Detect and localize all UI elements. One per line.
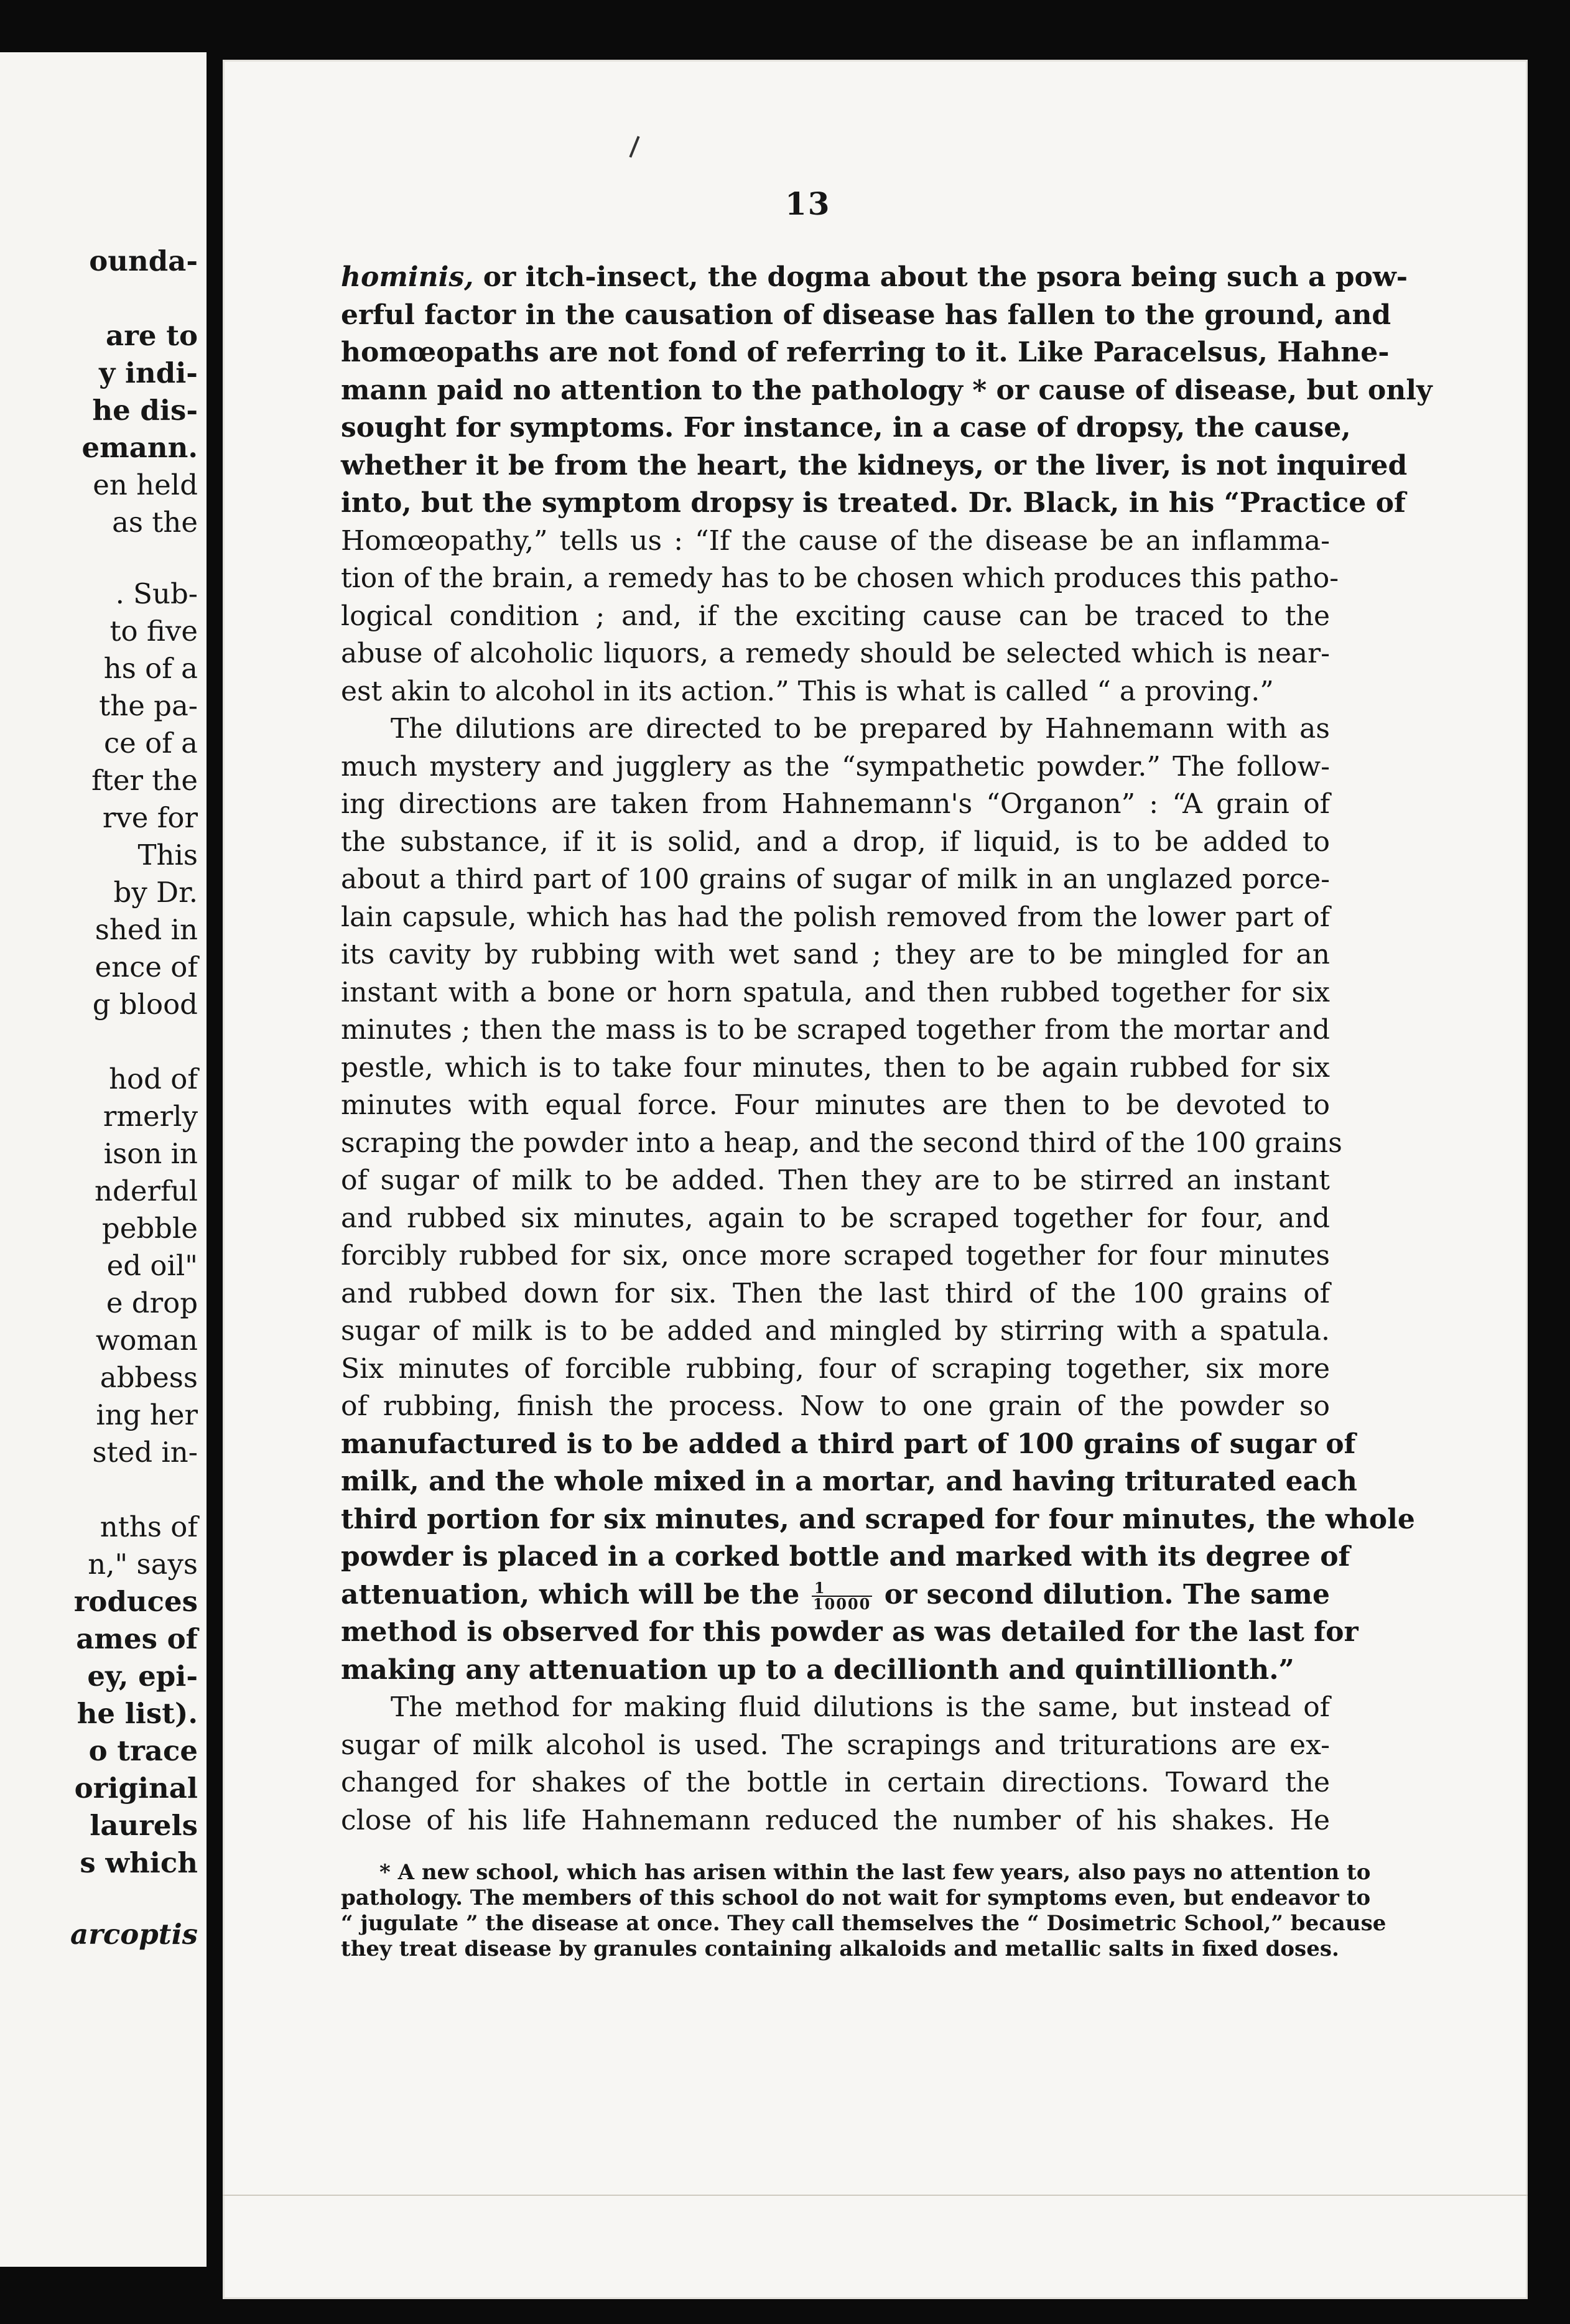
left-page-line: the pa- — [99, 689, 198, 722]
text-line: lain capsule, which has had the polish removed from the lower part of — [341, 901, 1330, 933]
text-line: The dilutions are directed to be prepared by Hahnemann with as — [391, 713, 1330, 745]
left-page-line: . Sub- — [115, 577, 198, 610]
left-page-line: nths of — [100, 1510, 198, 1543]
left-page-line: as the — [112, 506, 198, 539]
fraction-numerator: 1 — [812, 1581, 873, 1597]
left-page-line: ce of a — [103, 727, 198, 760]
text-line: changed for shakes of the bottle in certain directions. Toward the — [341, 1767, 1330, 1798]
left-page-line: arcoptis — [70, 1918, 198, 1951]
left-page-line: ed oil" — [106, 1249, 198, 1282]
left-page-line: to five — [109, 615, 198, 648]
left-page-line: rve for — [102, 801, 198, 834]
left-page-line: by Dr. — [113, 876, 198, 909]
fraction-denominator: 10000 — [812, 1595, 871, 1613]
left-page-line: he list). — [77, 1697, 198, 1730]
text-line: erful factor in the causation of disease has fallen to the ground, and — [341, 299, 1391, 331]
left-page-line: ames of — [76, 1622, 198, 1655]
left-page-line: o trace — [88, 1734, 198, 1767]
footnote-line: “ jugulate ” the disease at once. They call themselves the “ Dosimetric School,” because — [341, 1911, 1387, 1936]
text-line: logical condition ; and, if the exciting cause can be traced to the — [341, 600, 1330, 632]
left-page-line: abbess — [100, 1361, 198, 1394]
text-line: scraping the powder into a heap, and the second third of the 100 grains — [341, 1127, 1342, 1159]
text-line: Homœopathy,” tells us : “If the cause of the disease be an inflamma- — [341, 524, 1330, 557]
text-line: close of his life Hahnemann reduced the number of his shakes. He — [341, 1804, 1330, 1836]
footnote-line: * A new school, which has arisen within the last few years, also pays no attention to — [379, 1860, 1371, 1885]
text-line: sought for symptoms. For instance, in a case of dropsy, the cause, — [341, 412, 1351, 444]
text-line: much mystery and jugglery as the “sympathetic powder.” The follow- — [341, 750, 1330, 783]
text-line: of rubbing, finish the process. Now to one grain of the powder so — [341, 1390, 1330, 1422]
left-page-line: ey, epi- — [87, 1660, 198, 1693]
text-line: whether it be from the heart, the kidneys, or the liver, is not inquired — [341, 449, 1408, 481]
text-line: Six minutes of forcible rubbing, four of scraping together, six more — [341, 1352, 1330, 1385]
text-line: into, but the symptom dropsy is treated. Dr. Black, in his “Practice of — [341, 487, 1406, 519]
text-line: making any attenuation up to a decillionth and quintillionth.” — [341, 1653, 1294, 1686]
left-page-line: ing her — [96, 1398, 198, 1431]
line-text-before-fraction: attenuation, which will be the — [341, 1578, 800, 1611]
body-text — [341, 259, 1433, 1839]
left-page-line: hod of — [109, 1062, 198, 1095]
text-line: sugar of milk is to be added and mingled by stirring with a spatula. — [341, 1315, 1330, 1347]
line-text: or itch-insect, the dogma about the psora being such a pow- — [473, 261, 1408, 293]
left-page-line: s which — [80, 1846, 198, 1879]
left-page-line: g blood — [92, 988, 198, 1021]
left-page-line: laurels — [90, 1809, 198, 1842]
text-line: third portion for six minutes, and scraped for four minutes, the whole — [341, 1503, 1415, 1535]
text-line: method is observed for this powder as was detailed for the last for — [341, 1616, 1359, 1648]
left-page-line: en held — [93, 468, 198, 501]
footnote-line: pathology. The members of this school do not wait for symptoms even, but endeavor to — [341, 1885, 1371, 1910]
previous-page-fragment — [0, 52, 207, 2267]
left-page-line: ence of — [95, 951, 198, 983]
text-line: about a third part of 100 grains of sugar of milk in an unglazed porce- — [341, 863, 1330, 895]
left-page-line: roduces — [73, 1585, 198, 1618]
left-page-line: are to — [106, 319, 198, 352]
text-line: homœopaths are not fond of referring to it. Like Paracelsus, Hahne- — [341, 337, 1390, 368]
text-line: ing directions are taken from Hahnemann's “Organon” : “A grain of — [341, 788, 1330, 820]
text-line: abuse of alcoholic liquors, a remedy should be selected which is near- — [341, 638, 1330, 669]
footnote — [341, 1860, 1387, 1962]
left-page-line: original — [74, 1772, 198, 1805]
text-line — [341, 1576, 1330, 1614]
text-line: milk, and the whole mixed in a mortar, and having triturated each — [341, 1466, 1357, 1497]
left-page-line: pebble — [101, 1212, 198, 1245]
fraction — [812, 1581, 873, 1612]
text-line: instant with a bone or horn spatula, and then rubbed together for six — [341, 976, 1330, 1008]
text-line: minutes with equal force. Four minutes are then to be devoted to — [341, 1089, 1330, 1121]
left-page-line: This — [137, 839, 198, 872]
text-line: The method for making fluid dilutions is the same, but instead of — [391, 1691, 1330, 1723]
text-line: mann paid no attention to the pathology * or cause of disease, but only — [341, 374, 1433, 406]
left-page-line: rmerly — [103, 1100, 198, 1133]
line-text-after-fraction: or second dilution. The same — [884, 1578, 1330, 1611]
italic-word: hominis, — [341, 261, 474, 293]
left-page-line: ounda- — [89, 244, 198, 277]
left-page-line: sted in- — [92, 1436, 198, 1469]
left-page-line: shed in — [95, 913, 198, 946]
text-line: est akin to alcohol in its action.” This is what is called “ a proving.” — [341, 675, 1274, 707]
page-number: 13 — [785, 185, 831, 222]
footnote-line: they treat disease by granules containing alkaloids and metallic salts in fixed doses. — [341, 1936, 1339, 1961]
left-page-line: nderful — [95, 1174, 198, 1207]
text-line: sugar of milk alcohol is used. The scrapings and triturations are ex- — [341, 1729, 1330, 1761]
text-line: its cavity by rubbing with wet sand ; they are to be mingled for an — [341, 939, 1330, 970]
text-line: forcibly rubbed for six, once more scraped together for four minutes — [341, 1240, 1330, 1271]
text-line: minutes ; then the mass is to be scraped together from the mortar and — [341, 1014, 1330, 1046]
text-line: of sugar of milk to be added. Then they are to be stirred an instant — [341, 1164, 1330, 1196]
left-page-line: e drop — [106, 1286, 198, 1319]
left-page-line: n," says — [88, 1548, 198, 1581]
text-line: pestle, which is to take four minutes, then to be again rubbed for six — [341, 1051, 1330, 1084]
left-page-line: ison in — [103, 1137, 198, 1170]
left-page-line: fter the — [91, 764, 198, 797]
page-bottom-edge — [223, 2195, 1528, 2196]
text-line: and rubbed six minutes, again to be scraped together for four, and — [341, 1202, 1330, 1234]
left-page-line: hs of a — [103, 652, 198, 685]
text-line — [341, 259, 1408, 297]
left-page-line: he dis- — [92, 394, 198, 427]
left-page-line: woman — [95, 1324, 198, 1357]
left-page-line: y indi- — [99, 356, 198, 389]
left-page-line: emann. — [81, 431, 198, 464]
text-line: powder is placed in a corked bottle and marked with its degree of — [341, 1541, 1350, 1573]
text-line: tion of the brain, a remedy has to be chosen which produces this patho- — [341, 562, 1339, 594]
text-line: manufactured is to be added a third part of 100 grains of sugar of — [341, 1428, 1356, 1460]
text-line: and rubbed down for six. Then the last third of the 100 grains of — [341, 1277, 1330, 1309]
text-line: the substance, if it is solid, and a drop, if liquid, is to be added to — [341, 825, 1330, 858]
